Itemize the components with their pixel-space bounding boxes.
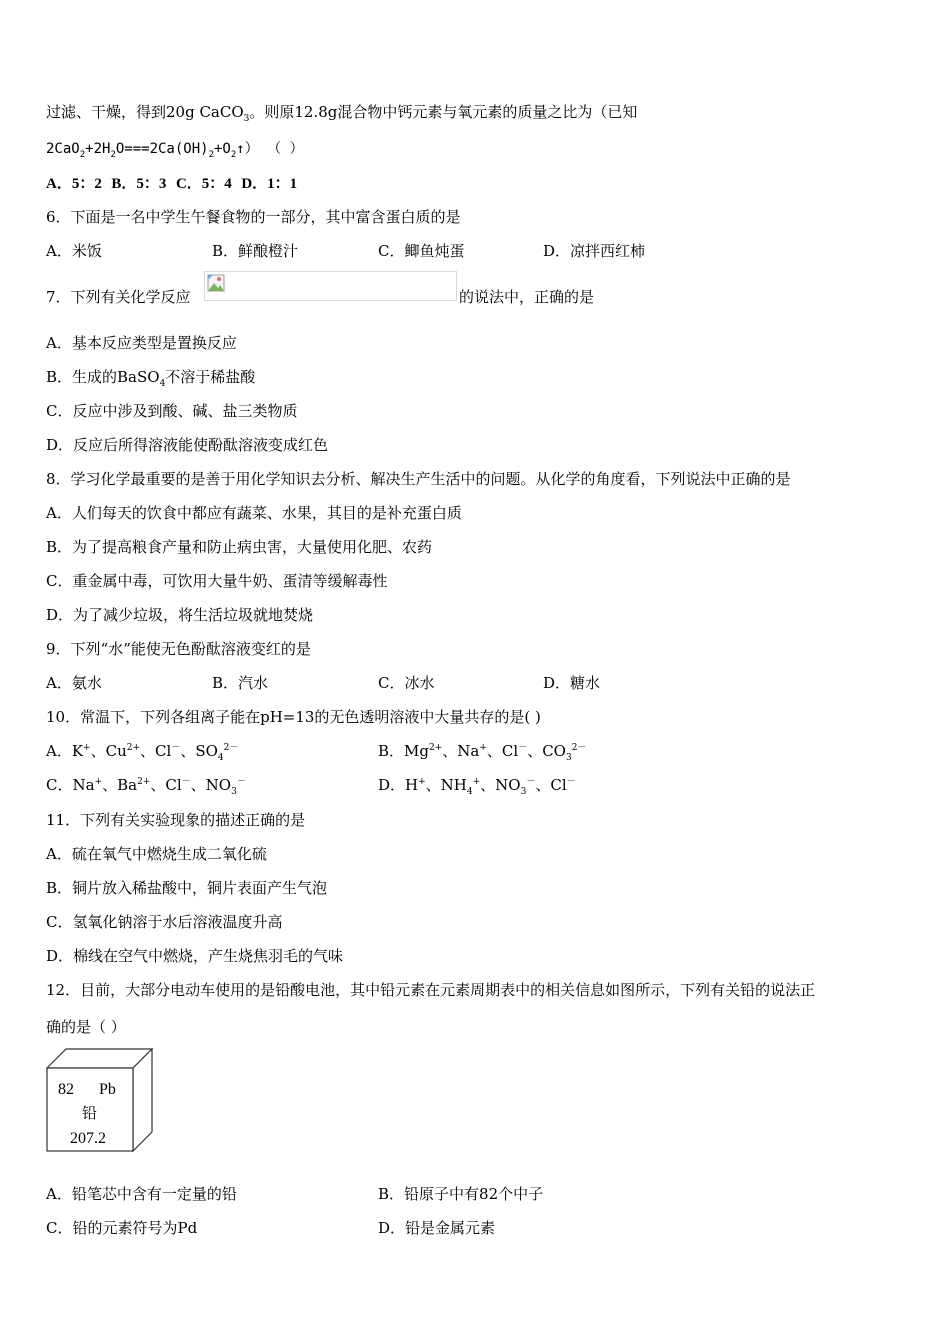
q9-option-d: D．糖水 xyxy=(543,674,601,692)
q9-option-b: B．汽水 xyxy=(212,674,269,692)
q10-option-d: D．H+、$NH_4^+$、$NO_3^-$、Cl－ xyxy=(378,776,576,797)
q7-option-c: C．反应中涉及到酸、碱、盐三类物质 xyxy=(46,402,298,420)
q8-option-b: B．为了提高粮食产量和防止病虫害，大量使用化肥、农药 xyxy=(46,538,433,556)
q10-option-c: C．Na+、$Ba^{2+}$、Cl－、$NO_3^-$ xyxy=(46,776,246,797)
equation-image-placeholder xyxy=(204,271,457,301)
q5-option-d: D．1：1 xyxy=(241,176,298,192)
broken-image-icon xyxy=(207,274,225,292)
q6-option-c: C．鲫鱼炖蛋 xyxy=(378,242,465,260)
q10-option-a: A．K+、$Cu^{2+}$、Cl－、$SO_4^{2-}$ xyxy=(46,742,239,763)
q5-options xyxy=(46,173,297,194)
q12-option-c: C．铅的元素符号为Pd xyxy=(46,1219,198,1237)
q8-stem: 8．学习化学最重要的是善于用化学知识去分析、解决生产生活中的问题。从化学的角度看，下列说法中正确的是 xyxy=(46,470,791,488)
q8-option-d: D．为了减少垃圾，将生活垃圾就地焚烧 xyxy=(46,606,314,624)
q9-option-a: A．氨水 xyxy=(46,674,102,692)
q11-option-d: D．棉线在空气中燃烧，产生烧焦羽毛的气味 xyxy=(46,947,344,965)
element-atomic-number: 82 xyxy=(58,1081,74,1098)
q9-option-c: C．冰水 xyxy=(378,674,435,692)
q6-stem: 6．下面是一名中学生午餐食物的一部分，其中富含蛋白质的是 xyxy=(46,208,461,226)
q6-option-b: B．鲜酿橙汁 xyxy=(212,242,299,260)
q5-equation: $2CaO_2+2H_2O===2Ca(OH)_2+O_2↑$） （ ） xyxy=(46,141,304,160)
q6-option-a: A．米饭 xyxy=(46,242,102,260)
q12-option-d: D．铅是金属元素 xyxy=(378,1219,496,1237)
q11-option-b: B．铜片放入稀盐酸中，铜片表面产生气泡 xyxy=(46,879,328,897)
periodic-table-cell xyxy=(46,1048,156,1154)
q7-stem-end: 的说法中，正确的是 xyxy=(459,288,595,306)
q10-option-b: B．$Mg^{2+}$、Na+、Cl－、$CO_3^{2-}$ xyxy=(378,742,587,763)
q6-option-d: D．凉拌西红柿 xyxy=(543,242,646,260)
q7-option-b: B．生成的BaSO$_4$不溶于稀盐酸 xyxy=(46,368,256,389)
q7-option-a: A．基本反应类型是置换反应 xyxy=(46,334,237,352)
q7-stem-start: 7．下列有关化学反应 xyxy=(46,288,191,306)
q7-option-d: D．反应后所得溶液能使酚酞溶液变成红色 xyxy=(46,436,329,454)
q12-option-b: B．铅原子中有82个中子 xyxy=(378,1185,544,1203)
q5-line1: 过滤、干燥，得到20g CaCO$_3$。则原12.8g混合物中钙元素与氧元素的质量之比为（已知 xyxy=(46,103,638,124)
q12-option-a: A．铅笔芯中含有一定量的铅 xyxy=(46,1185,237,1203)
element-symbol: Pb xyxy=(99,1081,116,1098)
q8-option-a: A．人们每天的饮食中都应有蔬菜、水果，其目的是补充蛋白质 xyxy=(46,504,462,522)
q11-option-c: C．氢氧化钠溶于水后溶液温度升高 xyxy=(46,913,283,931)
q8-option-c: C．重金属中毒，可饮用大量牛奶、蛋清等缓解毒性 xyxy=(46,572,388,590)
q5-option-c: C．5：4 xyxy=(175,176,232,192)
q11-stem: 11．下列有关实验现象的描述正确的是 xyxy=(46,811,306,829)
q5-option-a: A．5：2 xyxy=(46,176,102,192)
q11-option-a: A．硫在氧气中燃烧生成二氧化硫 xyxy=(46,845,267,863)
q9-stem: 9．下列“水”能使无色酚酞溶液变红的是 xyxy=(46,640,311,658)
q5-option-b: B．5：3 xyxy=(111,176,167,192)
element-name: 铅 xyxy=(82,1104,98,1122)
element-atomic-mass: 207.2 xyxy=(70,1130,106,1147)
q10-stem: 10．常温下，下列各组离子能在pH=13的无色透明溶液中大量共存的是( ) xyxy=(46,708,541,726)
q12-stem-line2: 确的是（ ） xyxy=(46,1018,126,1036)
q12-stem-line1: 12．目前，大部分电动车使用的是铅酸电池，其中铅元素在元素周期表中的相关信息如图所示，下列有关铅的说法正 xyxy=(46,981,816,999)
